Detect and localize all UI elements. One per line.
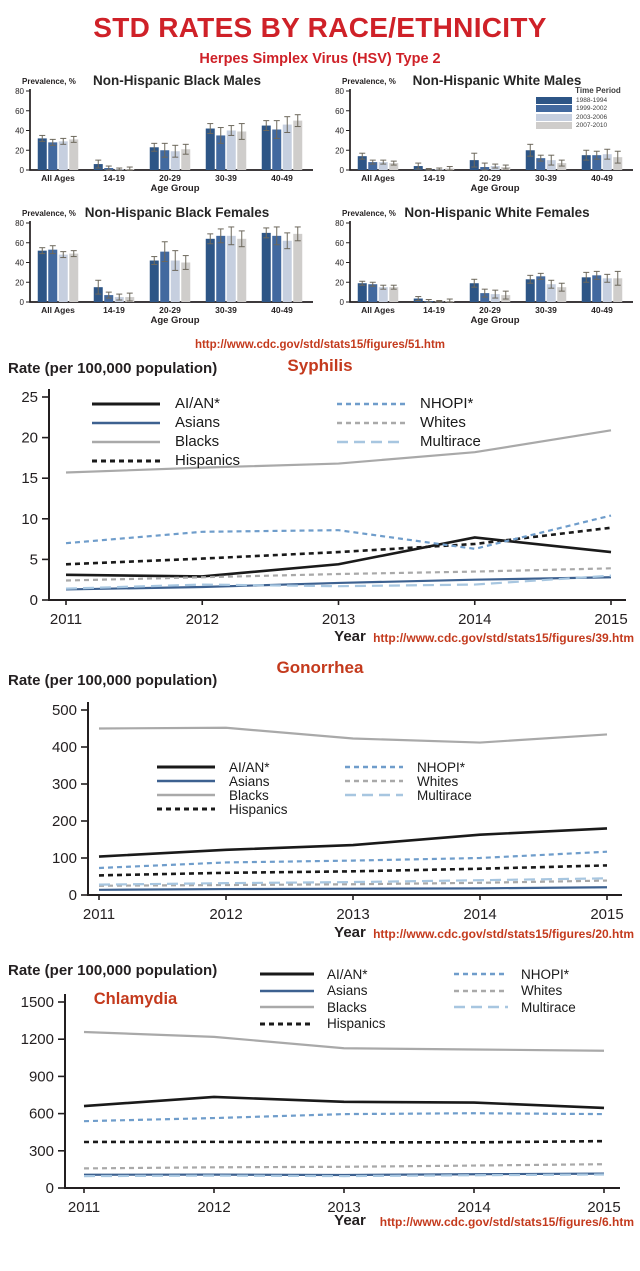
bar [69,139,78,170]
y-tick-label: 0 [69,887,77,904]
series-line-blacks [84,1032,604,1051]
legend-line-sample [90,437,162,447]
legend-row [335,413,481,432]
legend-row [258,1016,386,1033]
y-tick-label: 0 [340,166,345,175]
x-axis-title: Age Group [0,315,320,326]
legend-label: AI/AN* [175,395,220,412]
category-label: 40-49 [591,305,613,315]
legend-row [258,999,386,1016]
bar [272,236,281,302]
bar [293,121,302,170]
legend-line-sample [258,986,316,996]
hsv-chart-white-males [320,73,640,205]
legend-line-sample [258,1019,316,1029]
bar [293,234,302,302]
legend-line-sample [258,969,316,979]
bar [48,250,57,302]
y-tick-label: 10 [21,511,38,528]
bar [59,255,68,302]
legend-row [536,122,634,131]
legend-label: NHOPI* [417,760,465,775]
x-tick-label: 2011 [83,906,115,923]
series-line-nhopi [84,1113,604,1121]
y-tick-label: 40 [335,127,344,136]
legend-row [452,983,576,1000]
chart-title: Chlamydia [58,990,213,1009]
bar [69,254,78,302]
y-tick-label: 25 [21,389,38,406]
series-line-blacks [99,728,607,743]
legend-row [335,432,481,451]
x-axis-title: Year [0,628,640,645]
legend-line-sample [258,1002,316,1012]
legend-line-sample [90,399,162,409]
y-tick-label: 80 [335,220,344,228]
y-tick-label: 15 [21,470,38,487]
bar [262,233,271,302]
legend-line-sample [90,418,162,428]
category-label: 20-29 [159,173,181,183]
category-label: 30-39 [215,305,237,315]
legend-row [90,413,240,432]
y-axis-title: Rate (per 100,000 population) [8,962,217,979]
y-tick-label: 100 [52,850,77,867]
y-axis-title: Prevalence, % [342,209,396,218]
y-tick-label: 0 [20,166,25,175]
y-tick-label: 60 [335,239,344,248]
legend-label: Blacks [175,433,219,450]
legend-label: NHOPI* [521,967,569,982]
x-tick-label: 2014 [458,611,491,628]
chart-legend-left [155,760,288,816]
x-tick-label: 2012 [209,906,242,923]
legend-line-sample [335,418,407,428]
legend-row [258,966,386,983]
bar [536,276,545,302]
category-label: 40-49 [591,173,613,183]
legend-label: 1988-1994 [576,97,607,104]
y-tick-label: 1200 [21,1031,54,1048]
legend-swatch [536,105,572,112]
y-tick-label: 80 [335,88,344,96]
syphilis-chart-block [0,354,640,646]
category-label: 20-29 [479,173,501,183]
bar [38,251,47,302]
hsv-chart-white-females [320,205,640,337]
y-axis-title: Prevalence, % [22,77,76,86]
category-label: 20-29 [479,305,501,315]
legend-label: Hispanics [175,452,240,469]
bar [358,283,367,302]
legend-label: Asians [327,983,368,998]
y-tick-label: 900 [29,1068,54,1085]
legend-row [343,788,472,802]
chart-legend-left [90,394,240,470]
category-label: 40-49 [271,305,293,315]
bar [150,261,159,302]
legend-line-sample [452,1002,510,1012]
legend-label: Hispanics [229,802,288,817]
y-tick-label: 20 [335,146,344,155]
legend-row [343,774,472,788]
legend-label: AI/AN* [229,760,270,775]
y-tick-label: 300 [52,776,77,793]
category-label: 20-29 [159,305,181,315]
y-tick-label: 1500 [21,994,54,1011]
bar [48,142,57,170]
legend-line-sample [155,790,217,800]
bar [216,236,225,302]
y-tick-label: 600 [29,1106,54,1123]
legend-label: Multirace [521,1000,576,1015]
y-tick-label: 40 [15,127,24,136]
chart-title: Non-Hispanic Black Males [0,73,320,88]
x-tick-label: 2013 [322,611,355,628]
category-label: All Ages [361,173,395,183]
series-line-hispanics [84,1141,604,1142]
legend-row [258,983,386,1000]
y-tick-label: 20 [21,430,38,447]
x-axis-title: Year [0,924,640,941]
legend-row [90,394,240,413]
legend-row [343,760,472,774]
hsv-chart-black-females [0,205,320,337]
x-tick-label: 2013 [336,906,369,923]
series-line-aian [84,1097,604,1108]
category-label: 30-39 [535,305,557,315]
category-label: All Ages [41,173,75,183]
y-tick-label: 40 [15,259,24,268]
y-axis-title: Prevalence, % [22,209,76,218]
y-tick-label: 0 [340,298,345,307]
y-tick-label: 80 [15,88,24,96]
legend-rows [536,96,634,130]
legend-row [452,966,576,983]
y-tick-label: 60 [15,239,24,248]
y-tick-label: 0 [20,298,25,307]
legend-line-sample [155,762,217,772]
legend-label: Whites [420,414,466,431]
legend-row [536,96,634,105]
legend-label: 2007-2010 [576,122,607,129]
chart-title: Gonorrhea [0,658,640,678]
y-tick-label: 5 [30,551,38,568]
hsv-section-title: Herpes Simplex Virus (HSV) Type 2 [0,51,640,67]
bar [368,284,377,302]
line-chart-svg [0,690,640,924]
y-tick-label: 20 [15,146,24,155]
chart-legend-right [343,760,472,802]
chlamydia-figure-url: http://www.cdc.gov/std/stats15/figures/6.htm [380,1215,634,1229]
legend-row [536,105,634,114]
x-axis-title: Year [0,1212,640,1229]
legend-label: Blacks [229,788,269,803]
legend-label: Asians [175,414,220,431]
legend-line-sample [90,456,162,466]
series-line-aian [99,828,607,856]
category-label: 14-19 [103,173,125,183]
y-tick-label: 200 [52,813,77,830]
bar [59,141,68,170]
legend-line-sample [155,776,217,786]
legend-line-sample [155,804,217,814]
category-label: 14-19 [423,173,445,183]
y-tick-label: 0 [30,592,38,609]
y-axis-title: Prevalence, % [342,77,396,86]
bar [206,239,215,302]
bar [262,126,271,170]
bar [237,239,246,302]
bar-chart-svg [0,88,318,184]
series-line-hispanics [66,528,611,565]
chart-title: Non-Hispanic Black Females [0,205,320,220]
legend-title: Time Period [536,86,634,95]
bar [38,138,47,170]
time-period-legend [536,86,634,130]
chart-title: Syphilis [0,356,640,376]
bar [227,131,236,171]
y-axis-title: Rate (per 100,000 population) [8,360,217,377]
bar-chart-svg [0,220,318,316]
bar [227,236,236,302]
legend-line-sample [343,790,405,800]
legend-line-sample [452,986,510,996]
syphilis-figure-url: http://www.cdc.gov/std/stats15/figures/39.htm [373,631,634,645]
legend-label: NHOPI* [420,395,473,412]
category-label: 14-19 [423,305,445,315]
legend-row [155,760,288,774]
y-tick-label: 40 [335,259,344,268]
legend-row [335,394,481,413]
legend-line-sample [452,969,510,979]
y-tick-label: 80 [15,220,24,228]
legend-swatch [536,97,572,104]
y-tick-label: 60 [15,107,24,116]
legend-row [155,802,288,816]
infographic-root [0,12,640,1230]
x-tick-label: 2015 [594,611,627,628]
chart-title: Non-Hispanic White Males [320,73,640,88]
legend-row [155,788,288,802]
y-tick-label: 60 [335,107,344,116]
x-tick-label: 2011 [68,1199,100,1212]
chart-title: Non-Hispanic White Females [320,205,640,220]
y-tick-label: 300 [29,1143,54,1160]
bar-chart-svg [320,220,638,316]
bar [206,129,215,170]
series-line-nhopi [99,852,607,868]
chlamydia-chart-block [0,958,640,1230]
x-tick-label: 2012 [186,611,219,628]
legend-line-sample [335,399,407,409]
category-label: 30-39 [535,173,557,183]
chart-legend-right [335,394,481,451]
series-line-whites [84,1164,604,1168]
y-tick-label: 400 [52,739,77,756]
legend-row [90,451,240,470]
category-label: All Ages [361,305,395,315]
series-line-asians [99,887,607,890]
x-axis-title: Age Group [0,183,320,194]
legend-swatch [536,114,572,121]
legend-row [155,774,288,788]
legend-label: 2003-2006 [576,114,607,121]
legend-row [452,999,576,1016]
x-tick-label: 2015 [590,906,623,923]
category-label: 14-19 [103,305,125,315]
chart-legend-right [452,966,576,1016]
y-axis-title: Rate (per 100,000 population) [8,672,217,689]
bar [283,241,292,302]
category-label: 30-39 [215,173,237,183]
legend-label: AI/AN* [327,967,368,982]
legend-label: Multirace [420,433,481,450]
hsv-chart-black-males [0,73,320,205]
gonorrhea-figure-url: http://www.cdc.gov/std/stats15/figures/20.htm [373,927,634,941]
y-tick-label: 0 [46,1180,54,1197]
legend-label: Asians [229,774,270,789]
legend-label: Whites [521,983,562,998]
legend-line-sample [335,437,407,447]
y-tick-label: 500 [52,702,77,719]
x-tick-label: 2013 [327,1199,360,1212]
legend-line-sample [343,776,405,786]
x-tick-label: 2014 [457,1199,490,1212]
series-line-hispanics [99,865,607,875]
hsv-bar-chart-grid [0,73,640,337]
page-title: STD RATES BY RACE/ETHNICITY [0,12,640,44]
x-axis-title: Age Group [320,183,640,194]
legend-label: Hispanics [327,1016,386,1031]
x-axis-title: Age Group [320,315,640,326]
category-label: All Ages [41,305,75,315]
legend-label: Multirace [417,788,472,803]
chart-legend-left [258,966,386,1032]
legend-line-sample [343,762,405,772]
legend-label: Blacks [327,1000,367,1015]
hsv-figure-url: http://www.cdc.gov/std/stats15/figures/51.htm [195,339,445,351]
y-tick-label: 20 [335,278,344,287]
x-tick-label: 2014 [463,906,496,923]
x-tick-label: 2015 [587,1199,620,1212]
legend-swatch [536,122,572,129]
x-tick-label: 2012 [197,1199,230,1212]
x-tick-label: 2011 [50,611,82,628]
category-label: 40-49 [271,173,293,183]
legend-row [536,113,634,122]
legend-row [90,432,240,451]
legend-label: 1999-2002 [576,105,607,112]
y-tick-label: 20 [15,278,24,287]
gonorrhea-chart-block [0,656,640,942]
legend-label: Whites [417,774,458,789]
